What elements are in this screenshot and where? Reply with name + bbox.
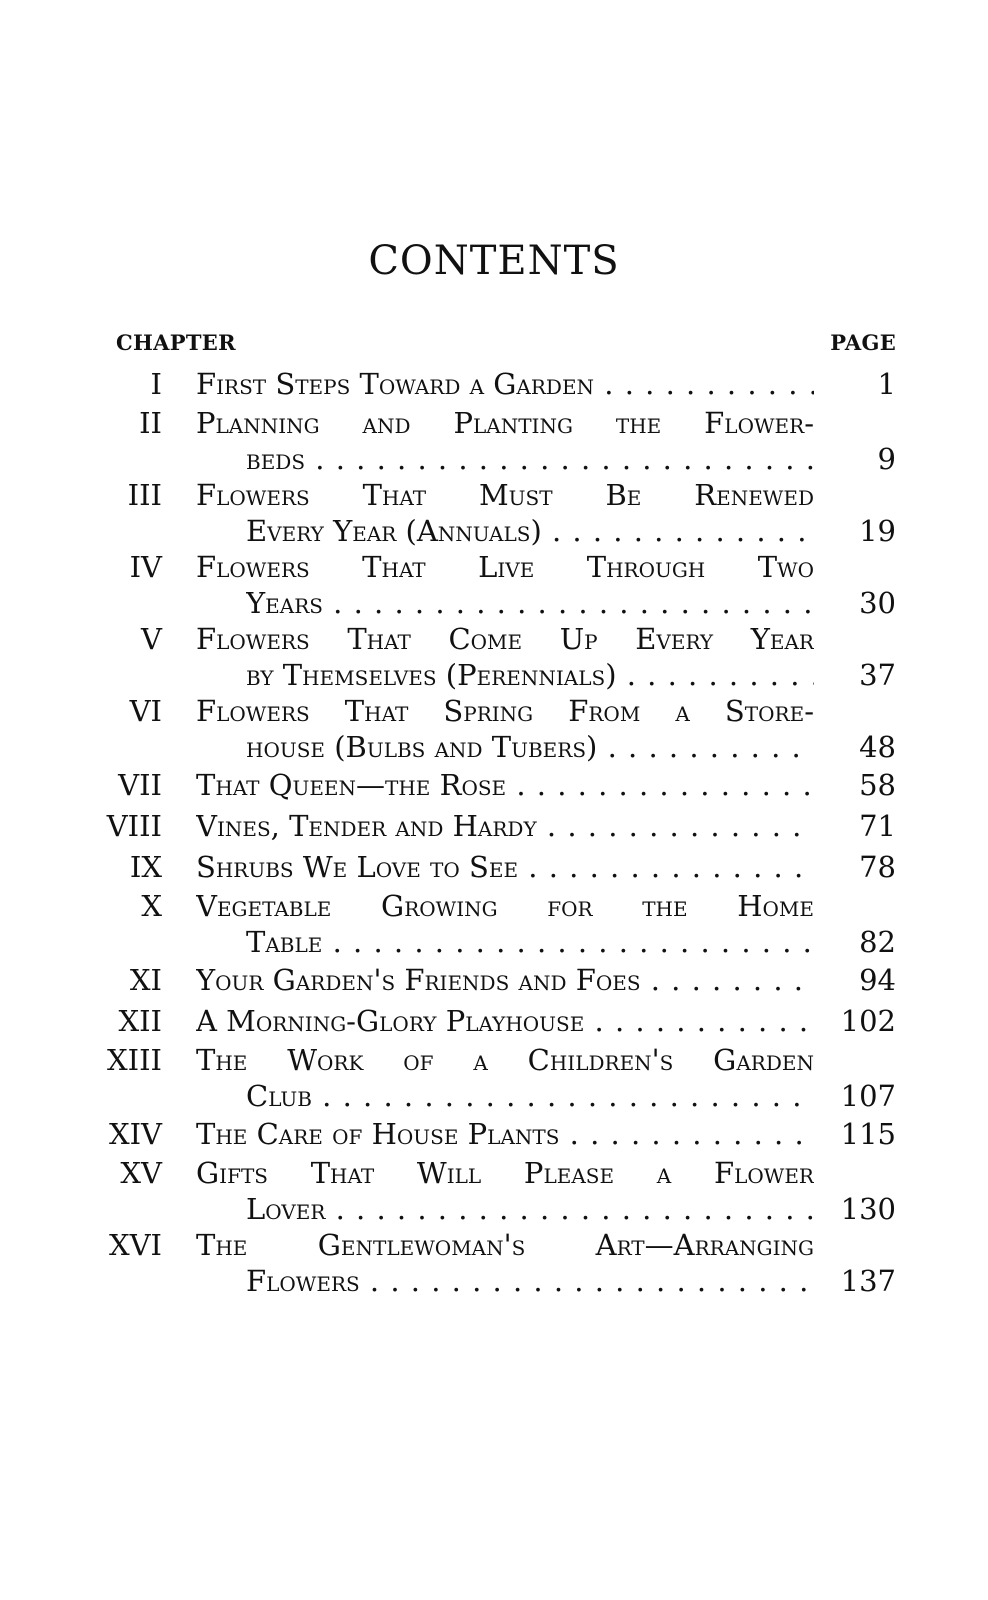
chapter-title: Flowers That Live Through Two [196,550,814,584]
chapter-number: VIII [106,809,162,843]
chapter-title: Flowers That Spring From a Store- [196,694,814,728]
chapter-title: by Themselves (Perennials) . . . [246,657,814,693]
chapter-title: Flowers That Come Up Every Year [196,622,814,656]
toc-line [0,1191,988,1227]
chapter-column-header: CHAPTER [116,330,236,355]
toc-entry [0,693,988,765]
page-number: 58 [859,768,896,802]
toc-entry [0,806,988,847]
page-number: 1 [877,367,896,401]
toc-line [0,1227,988,1263]
toc-entry [0,1227,988,1299]
toc-line [0,924,988,960]
chapter-title: Flowers . . . [246,1263,814,1299]
toc-line [0,1155,988,1191]
toc-line [0,621,988,657]
chapter-number: IV [129,550,162,584]
chapter-title: Vines, Tender and Hardy . . . [196,806,814,847]
chapter-number: VI [129,694,162,728]
toc-entry [0,1001,988,1042]
page-number: 102 [840,1004,896,1038]
toc-line [0,1001,988,1042]
toc-line [0,847,988,888]
toc-line [0,729,988,765]
page-number: 137 [840,1264,896,1298]
chapter-number: II [139,406,162,440]
toc-line [0,549,988,585]
page-number: 82 [859,925,896,959]
toc-line [0,441,988,477]
chapter-title: Vegetable Growing for the Home [196,889,814,923]
chapter-number: III [127,478,162,512]
chapter-title: First Steps Toward a Garden . . . [196,364,814,405]
chapter-title: Shrubs We Love to See . . . [196,847,814,888]
toc-entry [0,364,988,405]
toc-entry [0,549,988,621]
page-number: 71 [859,809,896,843]
toc-line [0,1114,988,1155]
page-number: 115 [840,1117,896,1151]
chapter-title: Your Garden's Friends and Foes . . . [196,960,814,1001]
page-number: 19 [859,514,896,548]
page-number: 48 [859,730,896,764]
toc-line [0,806,988,847]
page-number: 94 [859,963,896,997]
page-number: 37 [859,658,896,692]
page-title: CONTENTS [368,238,620,284]
page-number: 107 [840,1079,896,1113]
chapter-title: Flowers That Must Be Renewed [196,478,814,512]
toc-entry [0,847,988,888]
toc-entry [0,765,988,806]
table-of-contents [0,364,988,1299]
toc-line [0,364,988,405]
chapter-title: house (Bulbs and Tubers) . . . [246,729,814,765]
chapter-title: The Care of House Plants . . . [196,1114,814,1155]
chapter-number: XI [129,963,162,997]
toc-entry [0,405,988,477]
chapter-number: XII [118,1004,162,1038]
chapter-number: XVI [108,1228,162,1262]
chapter-number: XV [120,1156,162,1190]
toc-entry [0,1114,988,1155]
toc-entry [0,1155,988,1227]
chapter-number: V [141,622,162,656]
chapter-title: The Gentlewoman's Art—Arranging [196,1228,814,1262]
chapter-title: A Morning-Glory Playhouse . . . [196,1001,814,1042]
chapter-title: beds . . . [246,441,814,477]
toc-line [0,1078,988,1114]
toc-line [0,1042,988,1078]
chapter-number: IX [129,850,162,884]
toc-line [0,1263,988,1299]
chapter-number: I [150,367,162,401]
toc-entry [0,1042,988,1114]
page-number: 78 [859,850,896,884]
chapter-title: Planning and Planting the Flower- [196,406,814,440]
chapter-number: X [141,889,162,923]
toc-entry [0,621,988,693]
chapter-title: Lover . . . [246,1191,814,1227]
toc-line [0,477,988,513]
chapter-number: VII [118,768,162,802]
page-number: 130 [840,1192,896,1226]
toc-line [0,888,988,924]
page-number: 30 [859,586,896,620]
chapter-title: The Work of a Children's Garden [196,1043,814,1077]
page-number: 9 [877,442,896,476]
toc-entry [0,477,988,549]
toc-line [0,405,988,441]
chapter-number: XIV [108,1117,162,1151]
chapter-title: That Queen—the Rose . . . [196,765,814,806]
toc-line [0,513,988,549]
chapter-title: Every Year (Annuals) . . . [246,513,814,549]
page-column-header: PAGE [830,330,896,355]
toc-line [0,693,988,729]
toc-line [0,765,988,806]
chapter-title: Club . . . [246,1078,814,1114]
toc-line [0,657,988,693]
chapter-title: Years . . . [246,585,814,621]
toc-line [0,960,988,1001]
chapter-title: Table . . . [246,924,814,960]
toc-line [0,585,988,621]
toc-entry [0,960,988,1001]
chapter-title: Gifts That Will Please a Flower [196,1156,814,1190]
toc-entry [0,888,988,960]
chapter-number: XIII [106,1043,162,1077]
